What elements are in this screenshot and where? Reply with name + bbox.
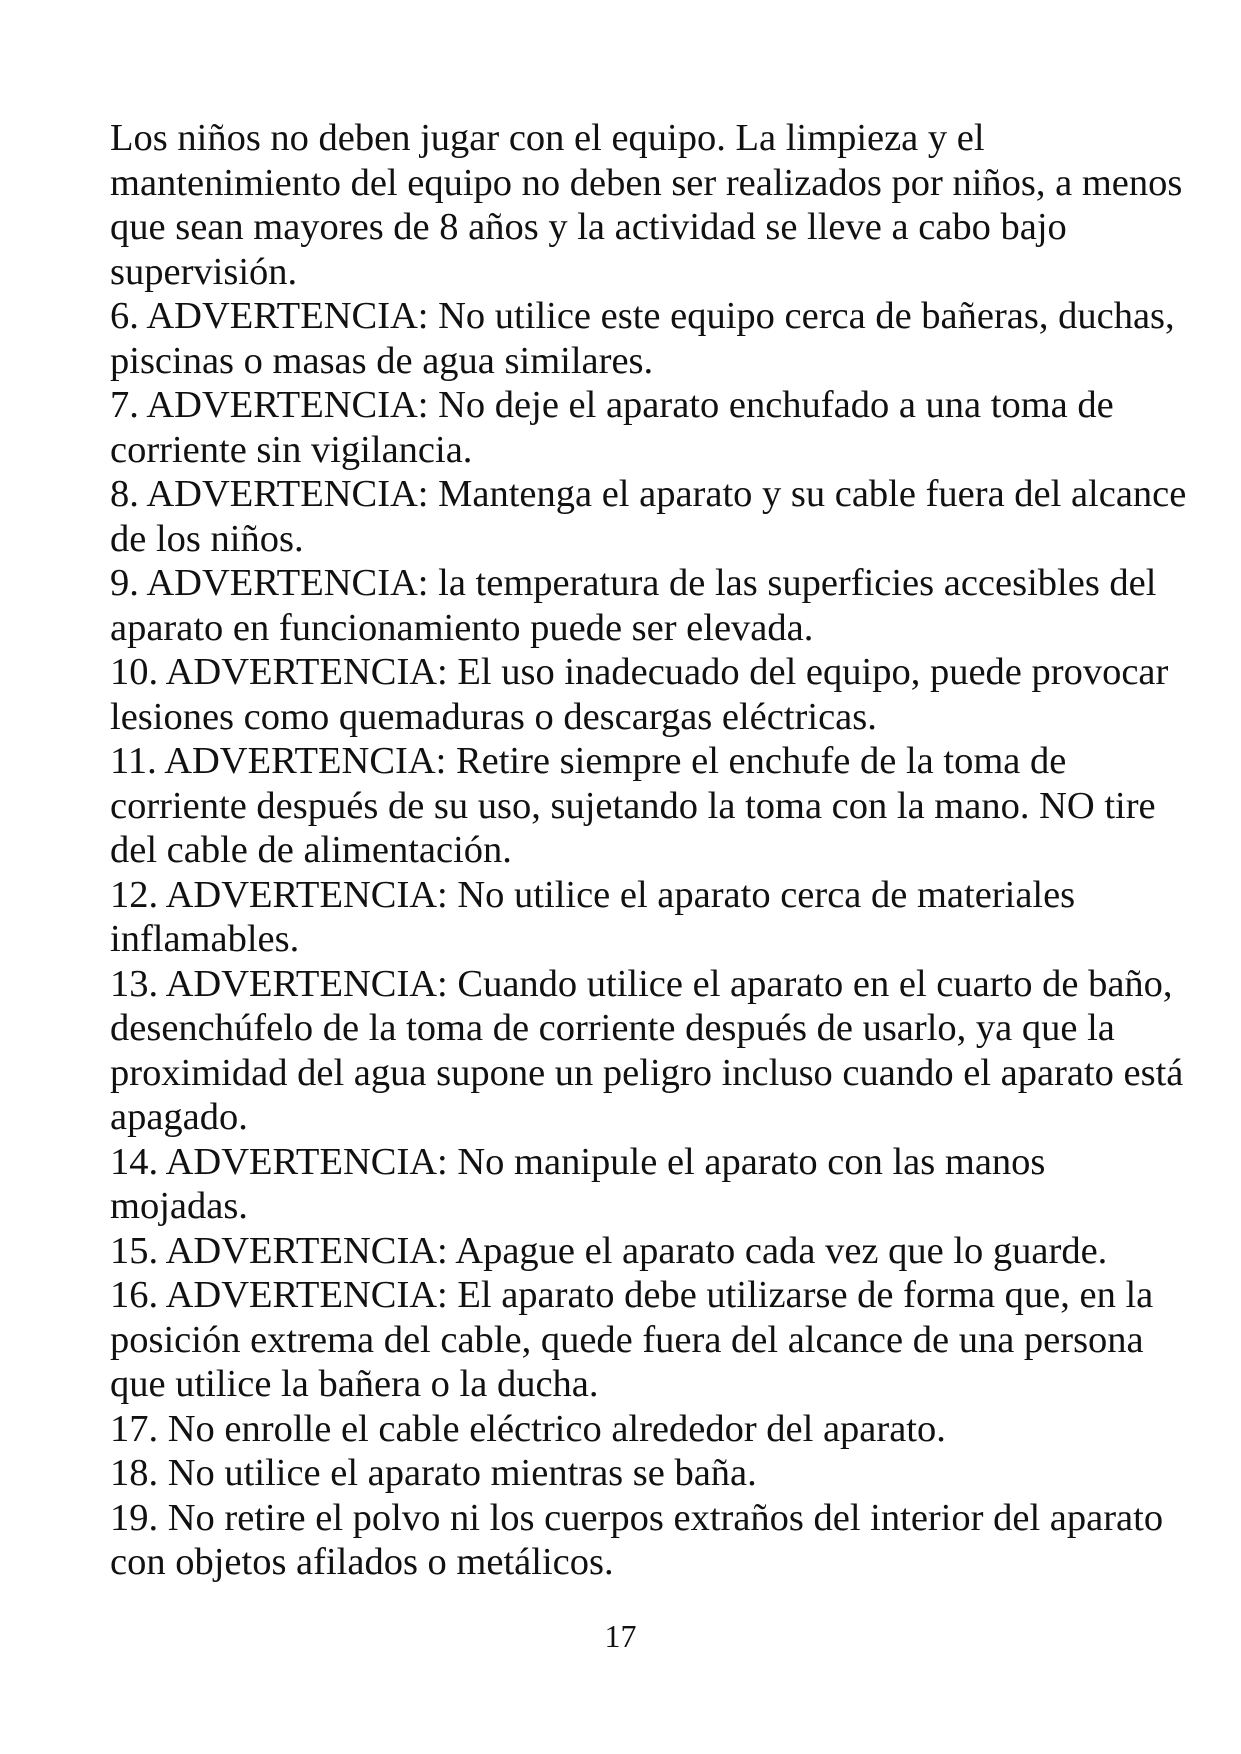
paragraph-children-warning: Los niños no deben jugar con el equipo. La limpieza y el mantenimiento del equipo no deben ser realizados por niños, a menos que sean mayores de 8 años y la actividad se lleve a cabo bajo supervisión. — [110, 117, 1183, 293]
instruction-item-19: 19. No retire el polvo ni los cuerpos extraños del interior del aparato con objetos afilados o metálicos. — [110, 1496, 1164, 1583]
warning-item-9: 9. ADVERTENCIA: la temperatura de las superficies accesibles del aparato en funcionamiento puede ser elevada. — [110, 562, 1157, 649]
warning-item-8: 8. ADVERTENCIA: Mantenga el aparato y su cable fuera del alcance de los niños. — [110, 473, 1187, 560]
warning-item-10: 10. ADVERTENCIA: El uso inadecuado del equipo, puede provocar lesiones como quemaduras o descargas eléctricas. — [110, 651, 1169, 738]
warning-item-16: 16. ADVERTENCIA: El aparato debe utilizarse de forma que, en la posición extrema del cable, quede fuera del alcance de una persona que utilice la bañera o la ducha. — [110, 1274, 1154, 1405]
page-number: 17 — [604, 1618, 637, 1654]
warning-item-6: 6. ADVERTENCIA: No utilice este equipo cerca de bañeras, duchas, piscinas o masas de agua similares. — [110, 295, 1175, 382]
warning-item-7: 7. ADVERTENCIA: No deje el aparato enchufado a una toma de corriente sin vigilancia. — [110, 384, 1114, 471]
document-body — [110, 116, 1190, 1585]
instruction-item-17: 17. No enrolle el cable eléctrico alrededor del aparato. — [110, 1407, 946, 1450]
warning-item-13: 13. ADVERTENCIA: Cuando utilice el aparato en el cuarto de baño, desenchúfelo de la toma de corriente después de usarlo, ya que la proximidad del agua supone un peligro incluso cuando el aparato está apagado. — [110, 962, 1184, 1138]
warning-item-15: 15. ADVERTENCIA: Apague el aparato cada vez que lo guarde. — [110, 1229, 1108, 1272]
warning-item-11: 11. ADVERTENCIA: Retire siempre el enchufe de la toma de corriente después de su uso, sujetando la toma con la mano. NO tire del cable de alimentación. — [110, 740, 1156, 871]
warning-item-12: 12. ADVERTENCIA: No utilice el aparato cerca de materiales inflamables. — [110, 873, 1076, 960]
warning-item-14: 14. ADVERTENCIA: No manipule el aparato con las manos mojadas. — [110, 1140, 1046, 1227]
instruction-item-18: 18. No utilice el aparato mientras se baña. — [110, 1452, 757, 1494]
